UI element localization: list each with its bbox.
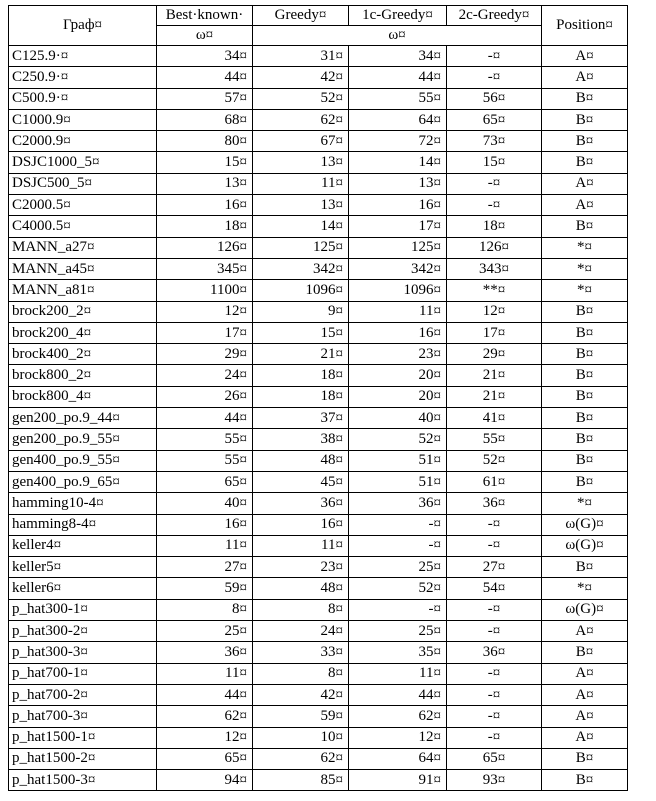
position-cell: B¤ [542, 748, 628, 769]
position-cell: B¤ [542, 450, 628, 471]
graph-name-cell: MANN_a45¤ [9, 258, 157, 279]
position-cell: A¤ [542, 727, 628, 748]
graph-name-cell: p_hat300-1¤ [9, 599, 157, 620]
best-known-cell: 12¤ [157, 301, 253, 322]
table-row [9, 578, 628, 599]
greedy-cell: 42¤ [253, 67, 349, 88]
1c-greedy-cell: 34¤ [349, 46, 447, 67]
header-2c-greedy: 2c-Greedy¤ [447, 6, 542, 26]
1c-greedy-cell: 44¤ [349, 67, 447, 88]
1c-greedy-cell: 11¤ [349, 663, 447, 684]
greedy-cell: 52¤ [253, 88, 349, 109]
best-known-cell: 65¤ [157, 748, 253, 769]
2c-greedy-cell: 61¤ [447, 471, 542, 492]
position-cell: B¤ [542, 322, 628, 343]
greedy-cell: 10¤ [253, 727, 349, 748]
position-cell: *¤ [542, 493, 628, 514]
best-known-cell: 44¤ [157, 67, 253, 88]
table-row [9, 706, 628, 727]
1c-greedy-cell: -¤ [349, 535, 447, 556]
1c-greedy-cell: -¤ [349, 514, 447, 535]
position-cell: A¤ [542, 195, 628, 216]
greedy-cell: 15¤ [253, 322, 349, 343]
table-row [9, 535, 628, 556]
graph-name-cell: C2000.5¤ [9, 195, 157, 216]
best-known-cell: 8¤ [157, 599, 253, 620]
table-row [9, 195, 628, 216]
greedy-cell: 37¤ [253, 408, 349, 429]
1c-greedy-cell: 51¤ [349, 471, 447, 492]
greedy-cell: 13¤ [253, 152, 349, 173]
graph-name-cell: keller4¤ [9, 535, 157, 556]
greedy-cell: 8¤ [253, 599, 349, 620]
header-graph: Граф¤ [9, 6, 157, 46]
best-known-cell: 29¤ [157, 344, 253, 365]
2c-greedy-cell: -¤ [447, 67, 542, 88]
table-row [9, 727, 628, 748]
greedy-cell: 18¤ [253, 365, 349, 386]
graph-name-cell: keller6¤ [9, 578, 157, 599]
position-cell: A¤ [542, 663, 628, 684]
2c-greedy-cell: -¤ [447, 684, 542, 705]
best-known-cell: 65¤ [157, 471, 253, 492]
2c-greedy-cell: 126¤ [447, 237, 542, 258]
position-cell: A¤ [542, 46, 628, 67]
position-cell: B¤ [542, 88, 628, 109]
graph-name-cell: C2000.9¤ [9, 131, 157, 152]
header-best-known: Best·known· [157, 6, 253, 26]
table-row [9, 429, 628, 450]
2c-greedy-cell: 29¤ [447, 344, 542, 365]
2c-greedy-cell: 52¤ [447, 450, 542, 471]
table-row [9, 280, 628, 301]
table-row [9, 131, 628, 152]
2c-greedy-cell: 18¤ [447, 216, 542, 237]
position-cell: *¤ [542, 258, 628, 279]
table-row [9, 216, 628, 237]
graph-name-cell: p_hat300-3¤ [9, 642, 157, 663]
position-cell: ω(G)¤ [542, 599, 628, 620]
table-row [9, 46, 628, 67]
greedy-cell: 48¤ [253, 450, 349, 471]
best-known-cell: 26¤ [157, 386, 253, 407]
greedy-cell: 342¤ [253, 258, 349, 279]
1c-greedy-cell: 44¤ [349, 684, 447, 705]
position-cell: ω(G)¤ [542, 514, 628, 535]
greedy-cell: 85¤ [253, 770, 349, 791]
greedy-cell: 36¤ [253, 493, 349, 514]
2c-greedy-cell: 56¤ [447, 88, 542, 109]
table-row [9, 663, 628, 684]
header-best-known-omega: ω¤ [157, 26, 253, 46]
table-row [9, 173, 628, 194]
2c-greedy-cell: 55¤ [447, 429, 542, 450]
greedy-cell: 48¤ [253, 578, 349, 599]
graph-name-cell: p_hat1500-2¤ [9, 748, 157, 769]
graph-name-cell: hamming10-4¤ [9, 493, 157, 514]
best-known-cell: 27¤ [157, 557, 253, 578]
2c-greedy-cell: 41¤ [447, 408, 542, 429]
table-row [9, 322, 628, 343]
best-known-cell: 36¤ [157, 642, 253, 663]
graph-name-cell: brock200_4¤ [9, 322, 157, 343]
best-known-cell: 18¤ [157, 216, 253, 237]
position-cell: B¤ [542, 770, 628, 791]
2c-greedy-cell: -¤ [447, 706, 542, 727]
1c-greedy-cell: -¤ [349, 599, 447, 620]
graph-name-cell: MANN_a27¤ [9, 237, 157, 258]
greedy-cell: 38¤ [253, 429, 349, 450]
1c-greedy-cell: 36¤ [349, 493, 447, 514]
graph-name-cell: MANN_a81¤ [9, 280, 157, 301]
best-known-cell: 24¤ [157, 365, 253, 386]
graph-name-cell: DSJC1000_5¤ [9, 152, 157, 173]
table-row [9, 621, 628, 642]
position-cell: *¤ [542, 280, 628, 301]
2c-greedy-cell: -¤ [447, 663, 542, 684]
1c-greedy-cell: 16¤ [349, 195, 447, 216]
1c-greedy-cell: 55¤ [349, 88, 447, 109]
greedy-cell: 8¤ [253, 663, 349, 684]
greedy-cell: 16¤ [253, 514, 349, 535]
position-cell: B¤ [542, 386, 628, 407]
greedy-cell: 13¤ [253, 195, 349, 216]
best-known-cell: 34¤ [157, 46, 253, 67]
table-row [9, 599, 628, 620]
table-row [9, 471, 628, 492]
table-row [9, 67, 628, 88]
graph-name-cell: hamming8-4¤ [9, 514, 157, 535]
table-row [9, 450, 628, 471]
2c-greedy-cell: -¤ [447, 173, 542, 194]
position-cell: B¤ [542, 408, 628, 429]
graph-name-cell: gen400_po.9_65¤ [9, 471, 157, 492]
graph-name-cell: gen400_po.9_55¤ [9, 450, 157, 471]
position-cell: B¤ [542, 109, 628, 130]
position-cell: A¤ [542, 67, 628, 88]
position-cell: B¤ [542, 557, 628, 578]
graph-name-cell: DSJC500_5¤ [9, 173, 157, 194]
best-known-cell: 11¤ [157, 535, 253, 556]
1c-greedy-cell: 52¤ [349, 578, 447, 599]
greedy-cell: 1096¤ [253, 280, 349, 301]
1c-greedy-cell: 52¤ [349, 429, 447, 450]
best-known-cell: 94¤ [157, 770, 253, 791]
greedy-cell: 62¤ [253, 748, 349, 769]
1c-greedy-cell: 17¤ [349, 216, 447, 237]
1c-greedy-cell: 14¤ [349, 152, 447, 173]
2c-greedy-cell: -¤ [447, 46, 542, 67]
best-known-cell: 345¤ [157, 258, 253, 279]
2c-greedy-cell: -¤ [447, 514, 542, 535]
header-1c-greedy: 1c-Greedy¤ [349, 6, 447, 26]
table-row [9, 493, 628, 514]
2c-greedy-cell: 93¤ [447, 770, 542, 791]
greedy-cell: 31¤ [253, 46, 349, 67]
best-known-cell: 11¤ [157, 663, 253, 684]
header-greedy: Greedy¤ [253, 6, 349, 26]
2c-greedy-cell: 21¤ [447, 386, 542, 407]
header-position: Position¤ [542, 6, 628, 46]
greedy-cell: 125¤ [253, 237, 349, 258]
table-row [9, 770, 628, 791]
position-cell: B¤ [542, 301, 628, 322]
best-known-cell: 44¤ [157, 408, 253, 429]
position-cell: A¤ [542, 621, 628, 642]
best-known-cell: 80¤ [157, 131, 253, 152]
2c-greedy-cell: 12¤ [447, 301, 542, 322]
1c-greedy-cell: 25¤ [349, 557, 447, 578]
2c-greedy-cell: -¤ [447, 727, 542, 748]
greedy-cell: 42¤ [253, 684, 349, 705]
1c-greedy-cell: 125¤ [349, 237, 447, 258]
table-row [9, 642, 628, 663]
position-cell: B¤ [542, 642, 628, 663]
2c-greedy-cell: -¤ [447, 599, 542, 620]
graph-name-cell: brock200_2¤ [9, 301, 157, 322]
2c-greedy-cell: 54¤ [447, 578, 542, 599]
position-cell: *¤ [542, 578, 628, 599]
graph-name-cell: p_hat1500-1¤ [9, 727, 157, 748]
best-known-cell: 25¤ [157, 621, 253, 642]
table-row [9, 557, 628, 578]
2c-greedy-cell: -¤ [447, 195, 542, 216]
position-cell: B¤ [542, 344, 628, 365]
table-row [9, 386, 628, 407]
table-row [9, 514, 628, 535]
1c-greedy-cell: 91¤ [349, 770, 447, 791]
position-cell: B¤ [542, 429, 628, 450]
position-cell: A¤ [542, 706, 628, 727]
2c-greedy-cell: 65¤ [447, 109, 542, 130]
table-row [9, 748, 628, 769]
1c-greedy-cell: 40¤ [349, 408, 447, 429]
table-row [9, 301, 628, 322]
2c-greedy-cell: -¤ [447, 535, 542, 556]
table-row [9, 684, 628, 705]
greedy-cell: 23¤ [253, 557, 349, 578]
best-known-cell: 17¤ [157, 322, 253, 343]
graph-name-cell: gen200_po.9_44¤ [9, 408, 157, 429]
2c-greedy-cell: 21¤ [447, 365, 542, 386]
1c-greedy-cell: 23¤ [349, 344, 447, 365]
table-body [9, 46, 628, 791]
results-table [8, 5, 628, 791]
1c-greedy-cell: 72¤ [349, 131, 447, 152]
1c-greedy-cell: 25¤ [349, 621, 447, 642]
best-known-cell: 13¤ [157, 173, 253, 194]
best-known-cell: 55¤ [157, 450, 253, 471]
2c-greedy-cell: 15¤ [447, 152, 542, 173]
best-known-cell: 126¤ [157, 237, 253, 258]
best-known-cell: 55¤ [157, 429, 253, 450]
1c-greedy-cell: 16¤ [349, 322, 447, 343]
document-page [8, 5, 628, 791]
2c-greedy-cell: **¤ [447, 280, 542, 301]
2c-greedy-cell: 73¤ [447, 131, 542, 152]
graph-name-cell: C500.9·¤ [9, 88, 157, 109]
position-cell: A¤ [542, 173, 628, 194]
1c-greedy-cell: 11¤ [349, 301, 447, 322]
greedy-cell: 9¤ [253, 301, 349, 322]
table-row [9, 109, 628, 130]
table-row [9, 237, 628, 258]
position-cell: *¤ [542, 237, 628, 258]
1c-greedy-cell: 51¤ [349, 450, 447, 471]
2c-greedy-cell: 343¤ [447, 258, 542, 279]
greedy-cell: 24¤ [253, 621, 349, 642]
1c-greedy-cell: 20¤ [349, 365, 447, 386]
graph-name-cell: brock800_4¤ [9, 386, 157, 407]
position-cell: B¤ [542, 471, 628, 492]
best-known-cell: 15¤ [157, 152, 253, 173]
2c-greedy-cell: 36¤ [447, 642, 542, 663]
2c-greedy-cell: 36¤ [447, 493, 542, 514]
best-known-cell: 59¤ [157, 578, 253, 599]
header-omega-span: ω¤ [253, 26, 542, 46]
greedy-cell: 11¤ [253, 535, 349, 556]
1c-greedy-cell: 342¤ [349, 258, 447, 279]
table-row [9, 344, 628, 365]
greedy-cell: 45¤ [253, 471, 349, 492]
graph-name-cell: brock400_2¤ [9, 344, 157, 365]
table-row [9, 258, 628, 279]
graph-name-cell: p_hat700-1¤ [9, 663, 157, 684]
1c-greedy-cell: 1096¤ [349, 280, 447, 301]
2c-greedy-cell: -¤ [447, 621, 542, 642]
table-header [9, 6, 628, 46]
graph-name-cell: C1000.9¤ [9, 109, 157, 130]
best-known-cell: 12¤ [157, 727, 253, 748]
best-known-cell: 40¤ [157, 493, 253, 514]
graph-name-cell: p_hat1500-3¤ [9, 770, 157, 791]
1c-greedy-cell: 62¤ [349, 706, 447, 727]
graph-name-cell: p_hat700-2¤ [9, 684, 157, 705]
greedy-cell: 14¤ [253, 216, 349, 237]
greedy-cell: 18¤ [253, 386, 349, 407]
table-row [9, 365, 628, 386]
1c-greedy-cell: 12¤ [349, 727, 447, 748]
position-cell: B¤ [542, 365, 628, 386]
best-known-cell: 57¤ [157, 88, 253, 109]
best-known-cell: 62¤ [157, 706, 253, 727]
graph-name-cell: brock800_2¤ [9, 365, 157, 386]
best-known-cell: 44¤ [157, 684, 253, 705]
1c-greedy-cell: 35¤ [349, 642, 447, 663]
greedy-cell: 11¤ [253, 173, 349, 194]
greedy-cell: 62¤ [253, 109, 349, 130]
1c-greedy-cell: 64¤ [349, 109, 447, 130]
position-cell: A¤ [542, 684, 628, 705]
position-cell: B¤ [542, 131, 628, 152]
graph-name-cell: C250.9·¤ [9, 67, 157, 88]
2c-greedy-cell: 17¤ [447, 322, 542, 343]
best-known-cell: 16¤ [157, 514, 253, 535]
graph-name-cell: p_hat300-2¤ [9, 621, 157, 642]
position-cell: B¤ [542, 216, 628, 237]
position-cell: ω(G)¤ [542, 535, 628, 556]
greedy-cell: 21¤ [253, 344, 349, 365]
1c-greedy-cell: 64¤ [349, 748, 447, 769]
2c-greedy-cell: 65¤ [447, 748, 542, 769]
table-row [9, 152, 628, 173]
greedy-cell: 67¤ [253, 131, 349, 152]
2c-greedy-cell: 27¤ [447, 557, 542, 578]
best-known-cell: 68¤ [157, 109, 253, 130]
greedy-cell: 59¤ [253, 706, 349, 727]
graph-name-cell: C125.9·¤ [9, 46, 157, 67]
1c-greedy-cell: 13¤ [349, 173, 447, 194]
graph-name-cell: keller5¤ [9, 557, 157, 578]
position-cell: B¤ [542, 152, 628, 173]
best-known-cell: 1100¤ [157, 280, 253, 301]
graph-name-cell: C4000.5¤ [9, 216, 157, 237]
graph-name-cell: gen200_po.9_55¤ [9, 429, 157, 450]
table-row [9, 408, 628, 429]
table-row [9, 88, 628, 109]
best-known-cell: 16¤ [157, 195, 253, 216]
1c-greedy-cell: 20¤ [349, 386, 447, 407]
graph-name-cell: p_hat700-3¤ [9, 706, 157, 727]
greedy-cell: 33¤ [253, 642, 349, 663]
